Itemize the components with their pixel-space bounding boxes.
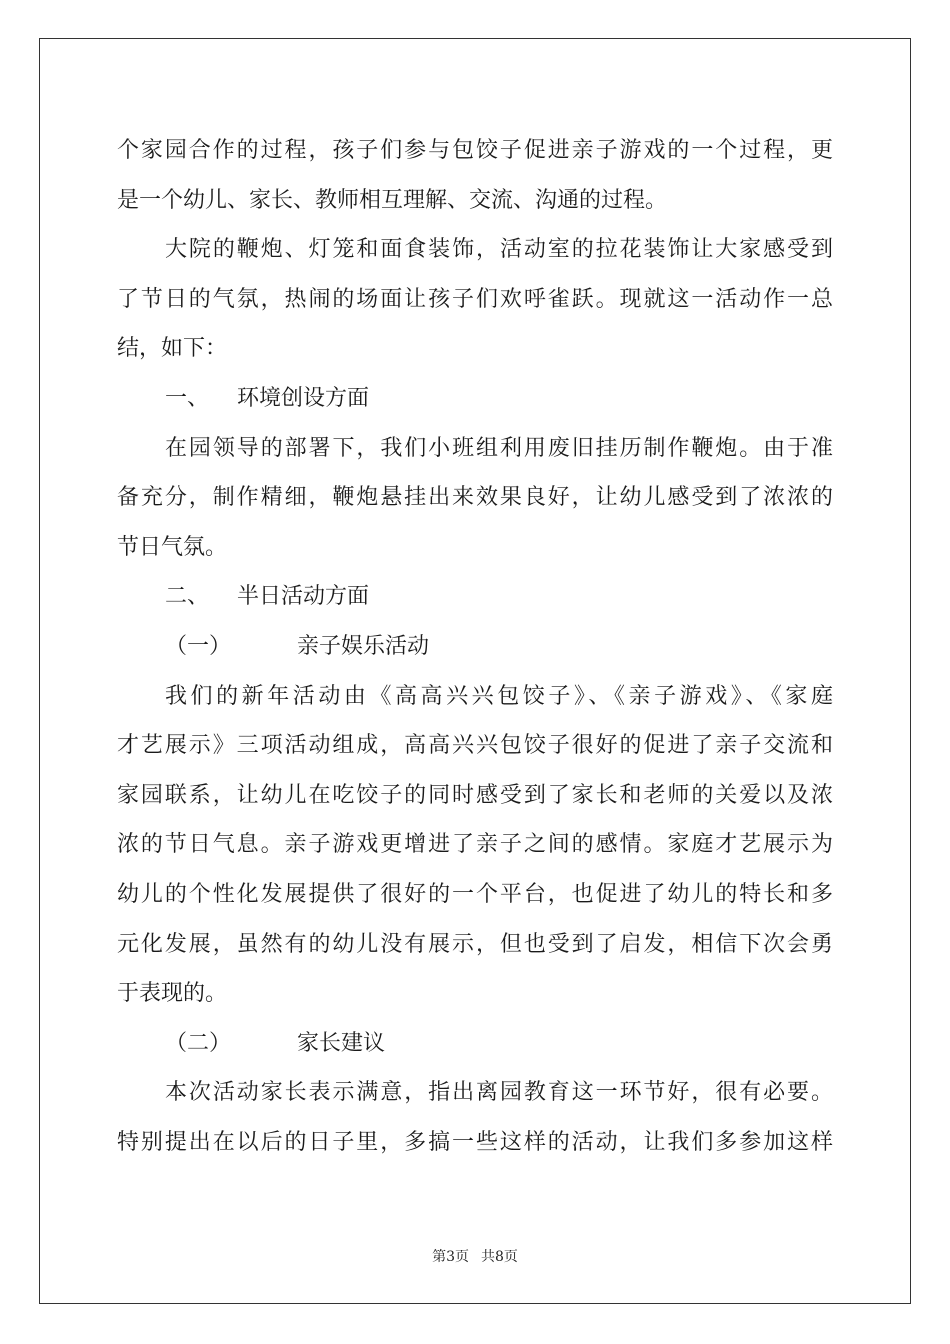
- paragraph-line: 于表现的。: [117, 981, 228, 1007]
- paragraph-line: 备充分，制作精细，鞭炮悬挂出来效果良好，让幼儿感受到了浓浓的: [117, 485, 833, 511]
- paragraph-line: 幼儿的个性化发展提供了很好的一个平台，也促进了幼儿的特长和多: [117, 881, 833, 907]
- paragraph-line: 了节日的气氛，热闹的场面让孩子们欢呼雀跃。现就这一活动作一总: [117, 286, 833, 312]
- section-number: 一、: [165, 385, 210, 411]
- subsection-number: （二）: [165, 1030, 232, 1056]
- section-title: 半日活动方面: [237, 584, 370, 610]
- paragraph-line: 在园领导的部署下，我们小班组利用废旧挂历制作鞭炮。由于准: [165, 435, 833, 461]
- paragraph-line: 节日气氛。: [117, 534, 228, 560]
- section-title: 环境创设方面: [237, 385, 370, 411]
- subsection-heading-2: [117, 1019, 833, 1069]
- subsection-title: 家长建议: [297, 1030, 386, 1056]
- paragraph-line: 家园联系，让幼儿在吃饺子的同时感受到了家长和老师的关爱以及浓: [117, 782, 833, 808]
- paragraph-line: 本次活动家长表示满意，指出离园教育这一环节好，很有必要。: [165, 1080, 833, 1106]
- page-number-current: 第3页: [432, 1249, 469, 1265]
- subsection-title: 亲子娱乐活动: [297, 633, 430, 659]
- paragraph-line: 是一个幼儿、家长、教师相互理解、交流、沟通的过程。: [117, 187, 668, 213]
- paragraph-line: 大院的鞭炮、灯笼和面食装饰，活动室的拉花装饰让大家感受到: [165, 237, 833, 263]
- section-heading-1: [117, 374, 833, 424]
- paragraph-line: 元化发展，虽然有的幼儿没有展示，但也受到了启发，相信下次会勇: [117, 931, 833, 957]
- paragraph-line: 我们的新年活动由《高高兴兴包饺子》、《亲子游戏》、《家庭: [165, 683, 833, 709]
- document-body: [117, 126, 833, 1167]
- subsection-number: （一）: [165, 633, 232, 659]
- subsection-heading-1: [117, 622, 833, 672]
- section-number: 二、: [165, 584, 210, 610]
- paragraph-line: 浓的节日气息。亲子游戏更增进了亲子之间的感情。家庭才艺展示为: [117, 832, 833, 858]
- paragraph-line: 结，如下：: [117, 336, 228, 362]
- page-number-total: 共8页: [481, 1249, 518, 1265]
- page-footer: [0, 1246, 950, 1266]
- paragraph-line: 特别提出在以后的日子里，多搞一些这样的活动，让我们多参加这样: [117, 1129, 833, 1155]
- paragraph-line: 个家园合作的过程，孩子们参与包饺子促进亲子游戏的一个过程，更: [117, 138, 833, 163]
- section-heading-2: [117, 572, 833, 622]
- paragraph-line: 才艺展示》三项活动组成，高高兴兴包饺子很好的促进了亲子交流和: [117, 733, 833, 759]
